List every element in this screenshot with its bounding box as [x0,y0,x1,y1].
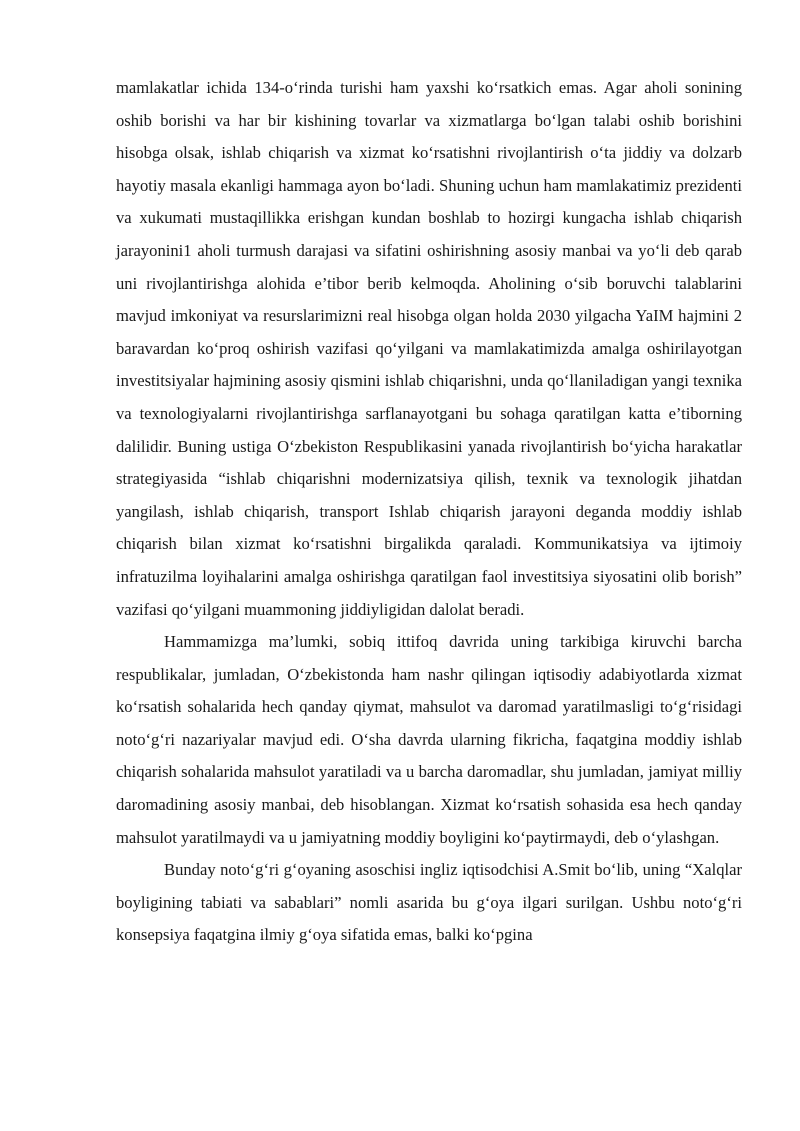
paragraph-continuation: mamlakatlar ichida 134-o‘rinda turishi ham yaxshi ko‘rsatkich emas. Agar aholi sonining oshib borishi va har bir kishining tovarlar va xizmatlarga bo‘lgan talabi oshib borishini hisobga olsak, ishlab chiqarish va xizmat ko‘rsatishni rivojlantirish o‘ta jiddiy va dolzarb hayotiy masala ekanligi hammaga ayon bo‘ladi. Shuning uchun ham mamlakatimiz prezidenti va xukumati mustaqillikka erishgan kundan boshlab to hozirgi kungacha ishlab chiqarish jarayonini1 aholi turmush darajasi va sifatini oshirishning asosiy manbai va yo‘li deb qarab uni rivojlantirishga alohida e’tibor berib kelmoqda. Aholining o‘sib boruvchi talablarini mavjud imkoniyat va resurslarimizni real hisobga olgan holda 2030 yilgacha YaIM hajmini 2 baravardan ko‘proq oshirish vazifasi qo‘yilgani va mamlakatimizda amalga oshirilayotgan investitsiyalar hajmining asosiy qismini ishlab chiqarishni, unda qo‘llaniladigan yangi texnika va texnologiyalarni rivojlantirishga sarflanayotgani bu sohaga qaratilgan katta e’tiborning dalilidir. Buning ustiga O‘zbekiston Respublikasini yanada rivojlantirish bo‘yicha harakatlar strategiyasida “ishlab chiqarishni modernizatsiya qilish, texnik va texnologik jihatdan yangilash, ishlab chiqarish, transport Ishlab chiqarish jarayoni deganda moddiy ishlab chiqarish bilan xizmat ko‘rsatishni birgalikda qaraladi. Kommunikatsiya va ijtimoiy infratuzilma loyihalarini amalga oshirishga qaratilgan faol investitsiya siyosatini olib borish” vazifasi qo‘yilgani muammoning jiddiyligidan dalolat beradi. [116,78,742,619]
paragraph-soviet-theories: Hammamizga ma’lumki, sobiq ittifoq davrida uning tarkibiga kiruvchi barcha respublikalar, jumladan, O‘zbekistonda ham nashr qilingan iqtisodiy adabiyotlarda xizmat ko‘rsatish sohalarida hech qanday qiymat, mahsulot va daromad yaratilmasligi to‘g‘risidagi noto‘g‘ri nazariyalar mavjud edi. O‘sha davrda ularning fikricha, faqatgina moddiy ishlab chiqarish sohalarida mahsulot yaratiladi va u barcha daromadlar, shu jumladan, jamiyat milliy daromadining asosiy manbai, deb hisoblangan. Xizmat ko‘rsatish sohasida esa hech qanday mahsulot yaratilmaydi va u jamiyatning moddiy boyligini ko‘paytirmaydi, deb o‘ylashgan. [116,632,742,847]
document-page [116,72,742,952]
paragraph-smith-concept: Bunday noto‘g‘ri g‘oyaning asoschisi ingliz iqtisodchisi A.Smit bo‘lib, uning “Xalqlar boyligining tabiati va sabablari” nomli asarida bu g‘oya ilgari surilgan. Ushbu noto‘g‘ri konsepsiya faqatgina ilmiy g‘oya sifatida emas, balki ko‘pgina [116,860,742,945]
